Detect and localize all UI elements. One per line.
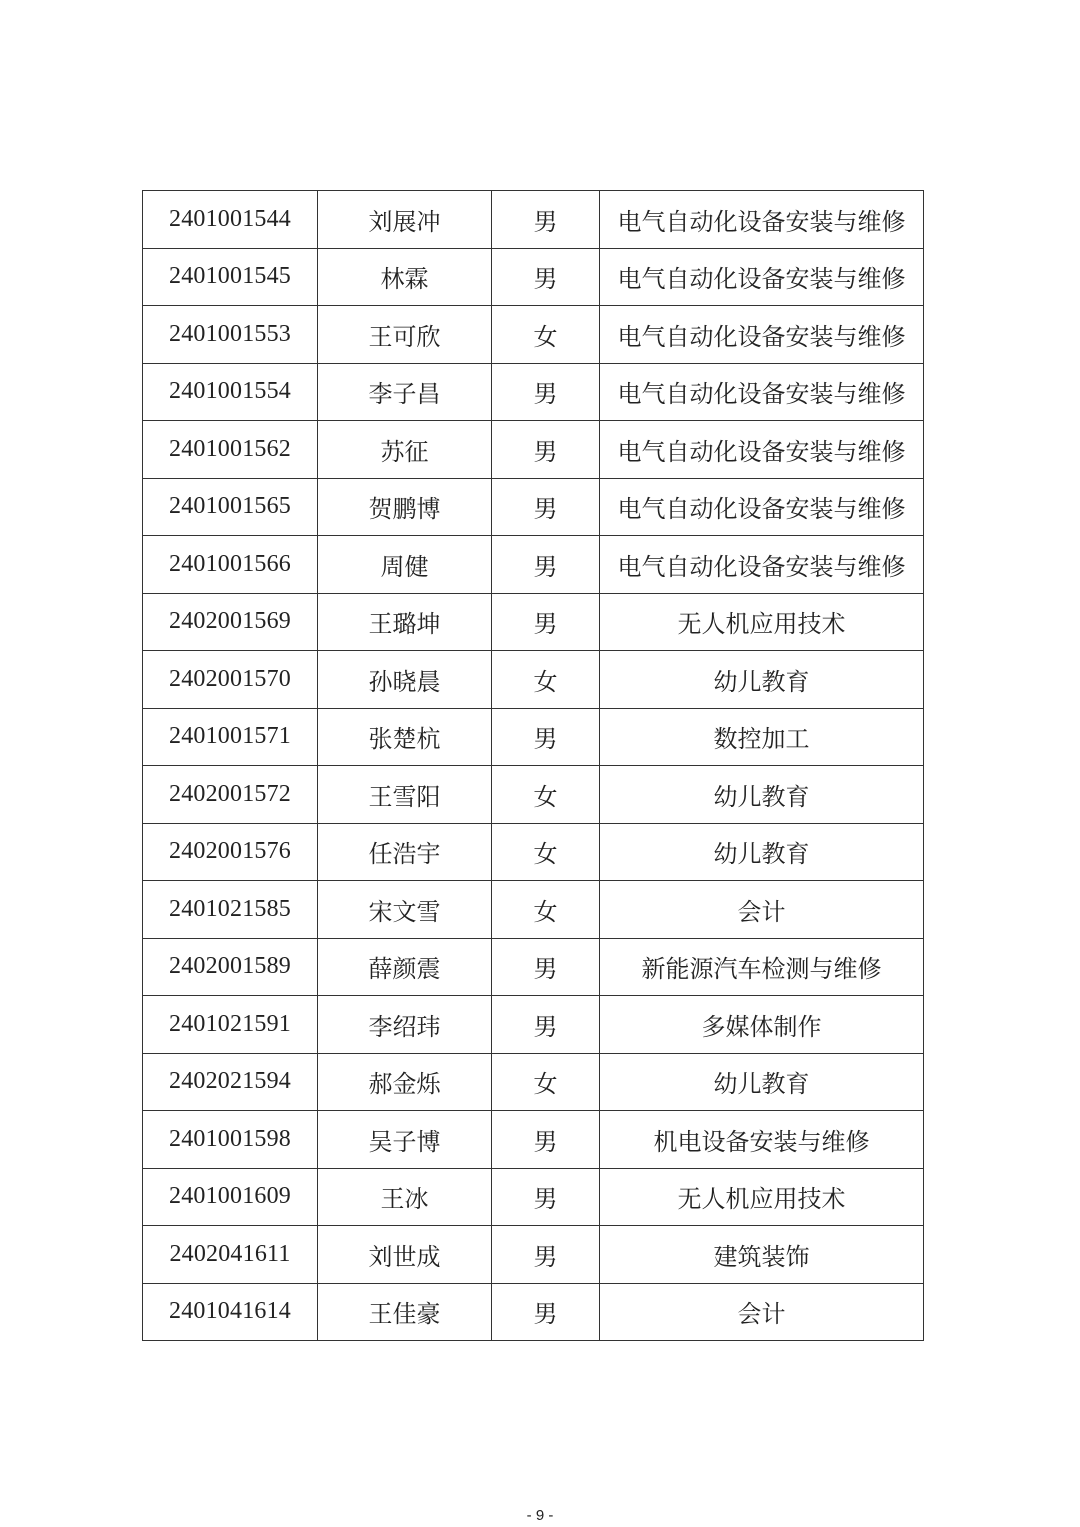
major-cell: 新能源汽车检测与维修 — [600, 938, 924, 996]
table-row — [143, 478, 924, 536]
student-name-cell: 苏征 — [318, 421, 492, 479]
student-name-cell: 李绍玮 — [318, 996, 492, 1054]
major-cell: 电气自动化设备安装与维修 — [600, 421, 924, 479]
student-id-cell: 2401001609 — [143, 1168, 318, 1226]
student-name-cell: 王璐坤 — [318, 593, 492, 651]
major-cell: 电气自动化设备安装与维修 — [600, 363, 924, 421]
student-id-cell: 2401001598 — [143, 1111, 318, 1169]
student-name-cell: 吴子博 — [318, 1111, 492, 1169]
student-id-cell: 2402021594 — [143, 1053, 318, 1111]
gender-cell: 女 — [492, 651, 600, 709]
major-cell: 幼儿教育 — [600, 766, 924, 824]
gender-cell: 男 — [492, 191, 600, 249]
table-row — [143, 191, 924, 249]
student-id-cell: 2401001571 — [143, 708, 318, 766]
gender-cell: 女 — [492, 823, 600, 881]
major-cell: 电气自动化设备安装与维修 — [600, 536, 924, 594]
table-row — [143, 823, 924, 881]
table-row — [143, 1168, 924, 1226]
table-row — [143, 996, 924, 1054]
table-row — [143, 1283, 924, 1341]
student-id-cell: 2401001544 — [143, 191, 318, 249]
student-id-cell: 2402001589 — [143, 938, 318, 996]
major-cell: 数控加工 — [600, 708, 924, 766]
student-name-cell: 王可欣 — [318, 306, 492, 364]
student-name-cell: 王冰 — [318, 1168, 492, 1226]
major-cell: 无人机应用技术 — [600, 593, 924, 651]
table-row — [143, 708, 924, 766]
table-row — [143, 421, 924, 479]
major-cell: 机电设备安装与维修 — [600, 1111, 924, 1169]
student-id-cell: 2401001562 — [143, 421, 318, 479]
table-row — [143, 881, 924, 939]
roster-table-body — [143, 191, 924, 1341]
student-id-cell: 2402001570 — [143, 651, 318, 709]
gender-cell: 男 — [492, 248, 600, 306]
student-id-cell: 2401001565 — [143, 478, 318, 536]
gender-cell: 女 — [492, 1053, 600, 1111]
student-name-cell: 林霖 — [318, 248, 492, 306]
student-id-cell: 2402041611 — [143, 1226, 318, 1284]
major-cell: 电气自动化设备安装与维修 — [600, 478, 924, 536]
student-id-cell: 2402001569 — [143, 593, 318, 651]
major-cell: 多媒体制作 — [600, 996, 924, 1054]
gender-cell: 男 — [492, 421, 600, 479]
major-cell: 电气自动化设备安装与维修 — [600, 248, 924, 306]
gender-cell: 男 — [492, 1283, 600, 1341]
page-number: - 9 - — [526, 1507, 554, 1524]
gender-cell: 男 — [492, 708, 600, 766]
gender-cell: 男 — [492, 478, 600, 536]
gender-cell: 男 — [492, 593, 600, 651]
student-roster-table — [142, 190, 924, 1341]
student-name-cell: 王佳豪 — [318, 1283, 492, 1341]
student-id-cell: 2402001576 — [143, 823, 318, 881]
student-id-cell: 2401001566 — [143, 536, 318, 594]
gender-cell: 男 — [492, 1168, 600, 1226]
gender-cell: 男 — [492, 536, 600, 594]
student-name-cell: 刘世成 — [318, 1226, 492, 1284]
student-name-cell: 周健 — [318, 536, 492, 594]
student-name-cell: 刘展冲 — [318, 191, 492, 249]
gender-cell: 男 — [492, 1111, 600, 1169]
major-cell: 电气自动化设备安装与维修 — [600, 191, 924, 249]
table-row — [143, 1111, 924, 1169]
student-id-cell: 2401021591 — [143, 996, 318, 1054]
major-cell: 电气自动化设备安装与维修 — [600, 306, 924, 364]
table-row — [143, 593, 924, 651]
student-name-cell: 贺鹏博 — [318, 478, 492, 536]
gender-cell: 女 — [492, 881, 600, 939]
gender-cell: 男 — [492, 1226, 600, 1284]
gender-cell: 男 — [492, 996, 600, 1054]
student-name-cell: 张楚杭 — [318, 708, 492, 766]
major-cell: 建筑装饰 — [600, 1226, 924, 1284]
table-row — [143, 363, 924, 421]
student-name-cell: 郝金烁 — [318, 1053, 492, 1111]
student-name-cell: 薛颜震 — [318, 938, 492, 996]
student-name-cell: 李子昌 — [318, 363, 492, 421]
major-cell: 会计 — [600, 881, 924, 939]
gender-cell: 女 — [492, 766, 600, 824]
student-name-cell: 任浩宇 — [318, 823, 492, 881]
student-id-cell: 2401041614 — [143, 1283, 318, 1341]
major-cell: 幼儿教育 — [600, 651, 924, 709]
table-row — [143, 1226, 924, 1284]
student-name-cell: 王雪阳 — [318, 766, 492, 824]
table-row — [143, 938, 924, 996]
gender-cell: 男 — [492, 938, 600, 996]
table-row — [143, 536, 924, 594]
gender-cell: 女 — [492, 306, 600, 364]
student-name-cell: 宋文雪 — [318, 881, 492, 939]
student-name-cell: 孙晓晨 — [318, 651, 492, 709]
student-id-cell: 2402001572 — [143, 766, 318, 824]
student-id-cell: 2401021585 — [143, 881, 318, 939]
table-row — [143, 766, 924, 824]
major-cell: 会计 — [600, 1283, 924, 1341]
table-row — [143, 651, 924, 709]
table-row — [143, 248, 924, 306]
student-id-cell: 2401001553 — [143, 306, 318, 364]
student-id-cell: 2401001554 — [143, 363, 318, 421]
gender-cell: 男 — [492, 363, 600, 421]
major-cell: 无人机应用技术 — [600, 1168, 924, 1226]
major-cell: 幼儿教育 — [600, 823, 924, 881]
table-row — [143, 1053, 924, 1111]
student-id-cell: 2401001545 — [143, 248, 318, 306]
major-cell: 幼儿教育 — [600, 1053, 924, 1111]
table-row — [143, 306, 924, 364]
